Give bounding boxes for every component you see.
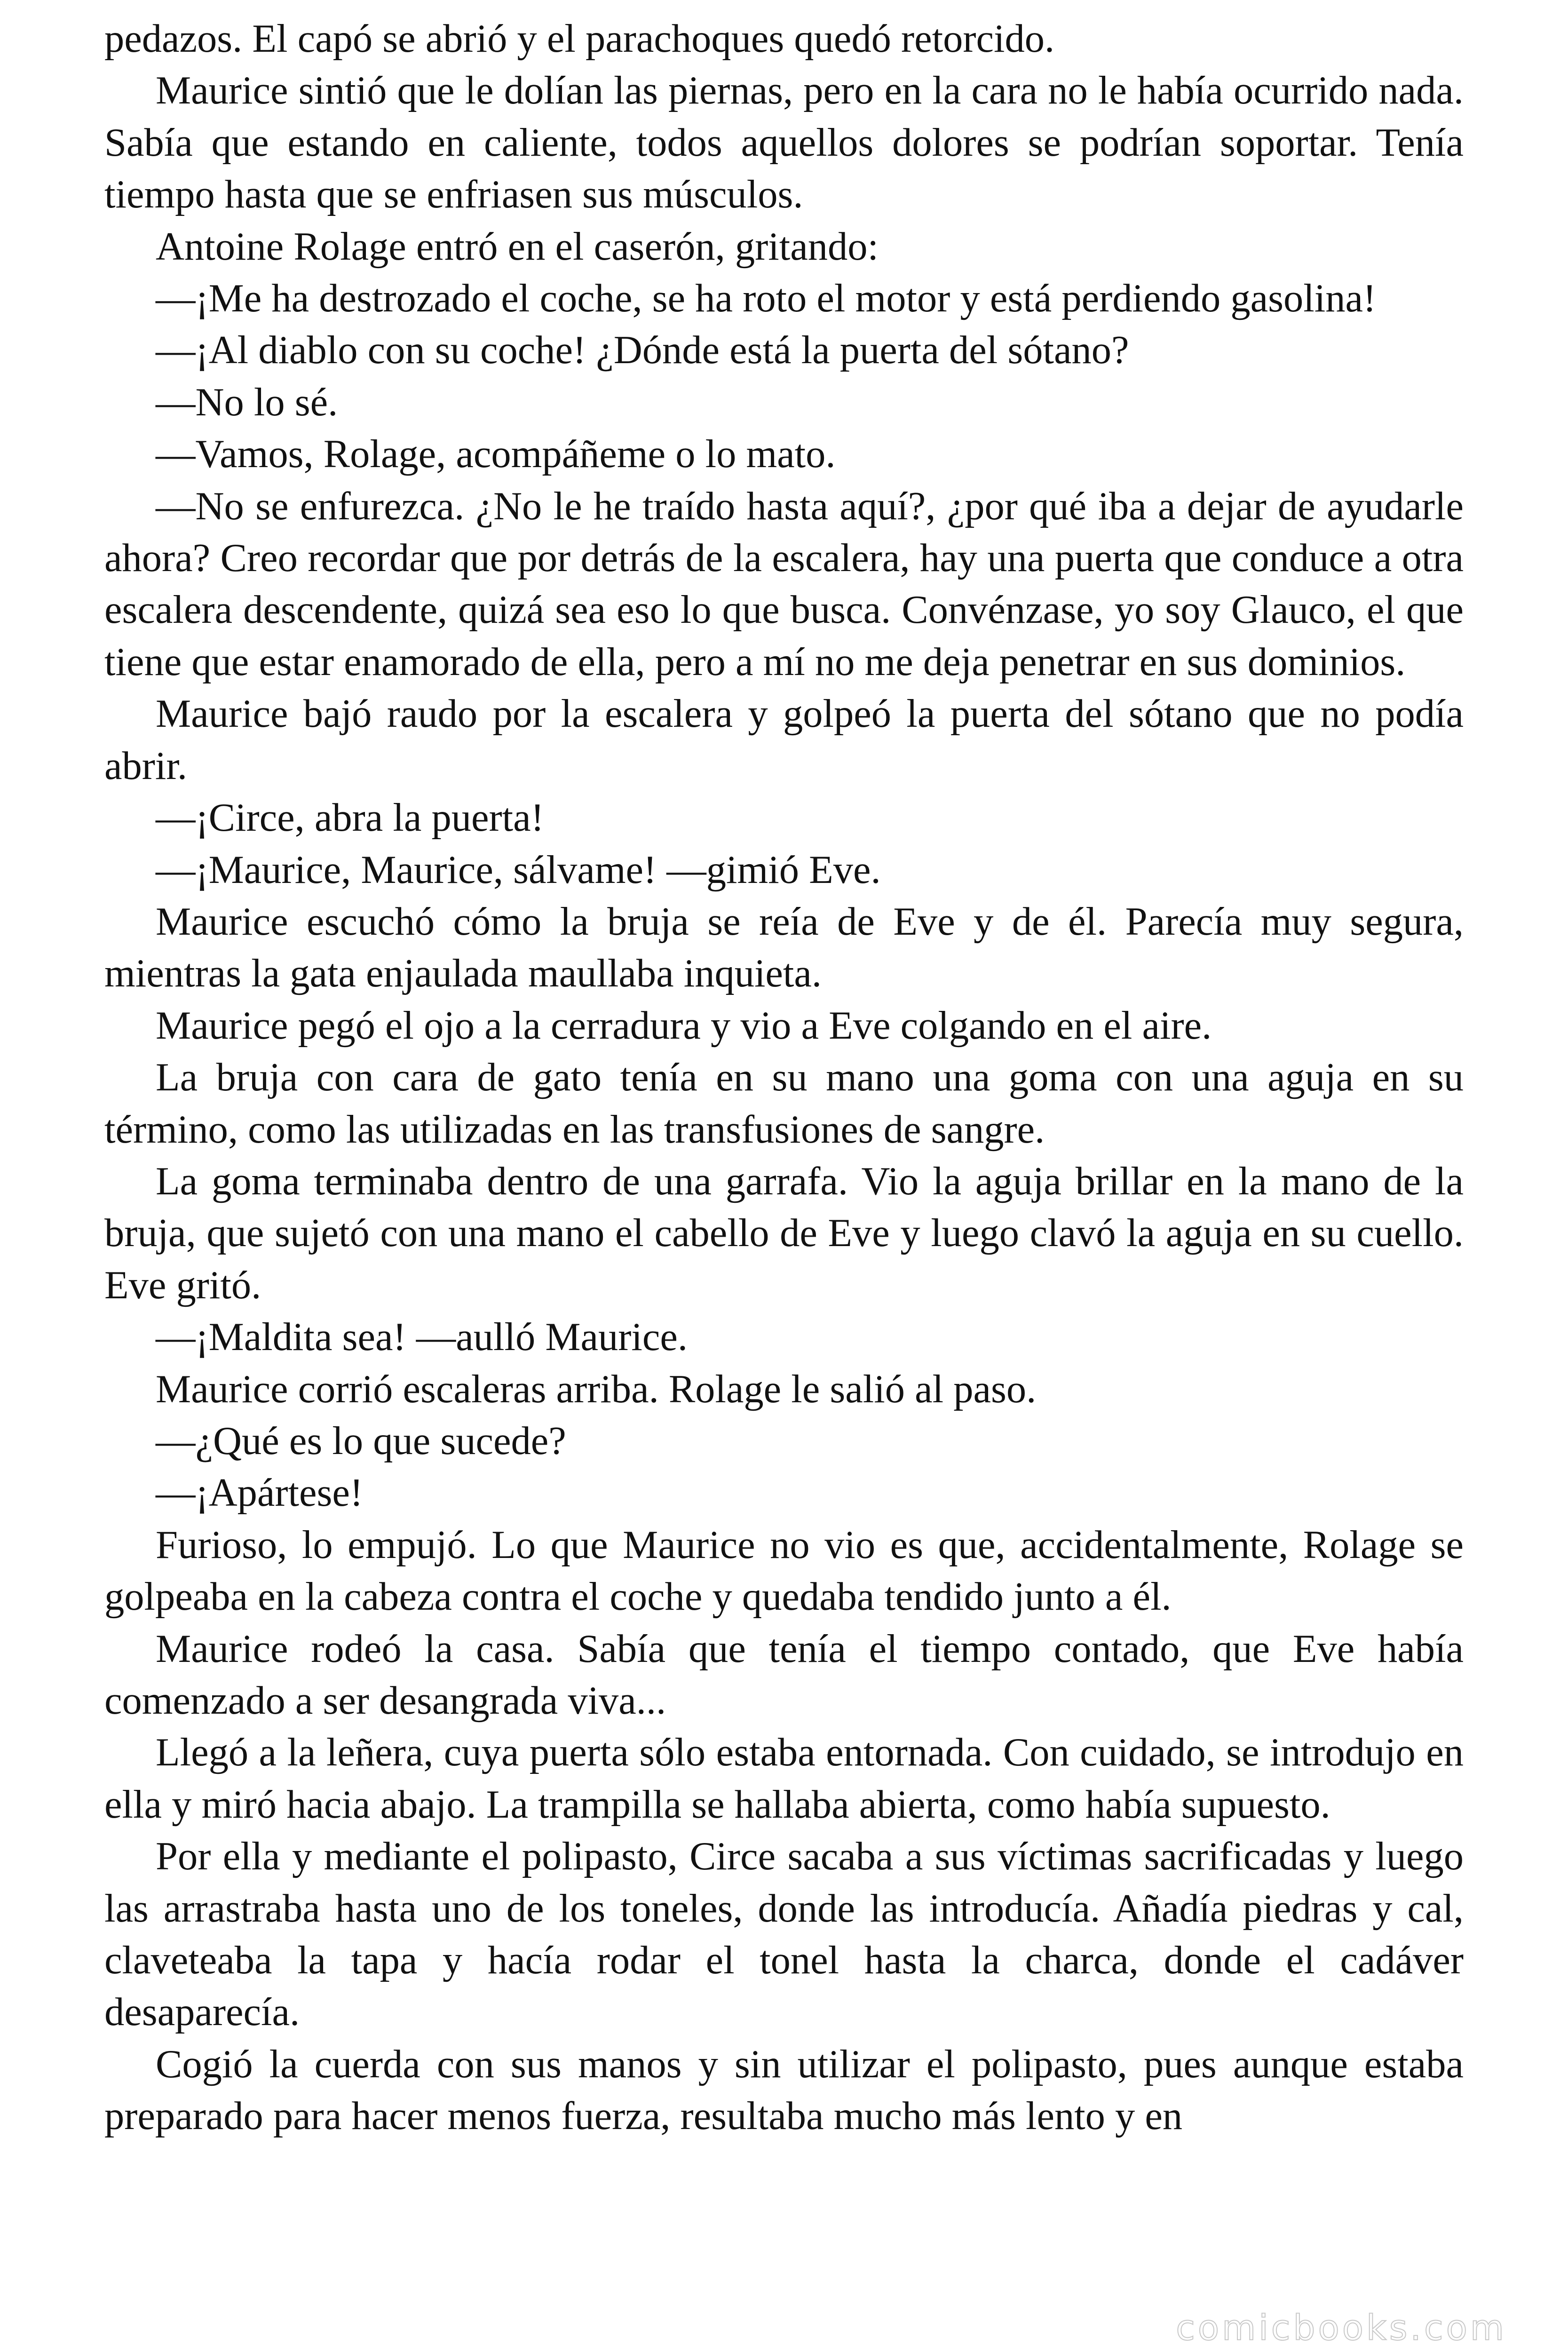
paragraph: —¡Maurice, Maurice, sálvame! —gimió Eve. (156, 848, 881, 892)
paragraph: Maurice sintió que le dolían las piernas, pero en la cara no le había ocurrido nada. Sabía que estando en caliente, todos aquellos dolores se podrían soportar. Tenía tiempo hasta que se enfriasen sus músculos. (104, 69, 1464, 217)
paragraph: —¿Qué es lo que sucede? (156, 1419, 566, 1463)
paragraph: Maurice rodeó la casa. Sabía que tenía el tiempo contado, que Eve había comenzado a ser desangrada viva... (104, 1627, 1464, 1723)
paragraph: La bruja con cara de gato tenía en su mano una goma con una aguja en su término, como las utilizadas en las transfusiones de sangre. (104, 1056, 1464, 1152)
paragraph: Cogió la cuerda con sus manos y sin utilizar el polipasto, pues aunque estaba preparado para hacer menos fuerza, resultaba mucho más lento y en (104, 2042, 1464, 2138)
paragraph: —Vamos, Rolage, acompáñeme o lo mato. (156, 432, 836, 477)
paragraph: Maurice bajó raudo por la escalera y golpeó la puerta del sótano que no podía abrir. (104, 692, 1464, 788)
book-page-text (104, 13, 1464, 2143)
paragraph: Maurice escuchó cómo la bruja se reía de Eve y de él. Parecía muy segura, mientras la gata enjaulada maullaba inquieta. (104, 899, 1464, 996)
paragraph: —¡Apártese! (156, 1471, 364, 1515)
watermark: comicbooks.com (1176, 2308, 1507, 2348)
paragraph: —No lo sé. (156, 380, 338, 424)
paragraph: Por ella y mediante el polipasto, Circe sacaba a sus víctimas sacrificadas y luego las arrastraba hasta uno de los toneles, donde las introducía. Añadía piedras y cal, claveteaba la tapa y hacía rodar el tonel hasta la charca, donde el cadáver desaparecía. (104, 1835, 1464, 2034)
paragraph: —¡Me ha destrozado el coche, se ha roto el motor y está perdiendo gasolina! (156, 277, 1377, 321)
paragraph: Maurice pegó el ojo a la cerradura y vio a Eve colgando en el aire. (156, 1003, 1212, 1048)
paragraph: Llegó a la leñera, cuya puerta sólo estaba entornada. Con cuidado, se introdujo en ella y miró hacia abajo. La trampilla se hallaba abierta, como había supuesto. (104, 1731, 1464, 1827)
paragraph: Furioso, lo empujó. Lo que Maurice no vio es que, accidentalmente, Rolage se golpeaba en la cabeza contra el coche y quedaba tendido junto a él. (104, 1523, 1464, 1619)
paragraph: pedazos. El capó se abrió y el parachoques quedó retorcido. (104, 17, 1055, 61)
paragraph: —No se enfurezca. ¿No le he traído hasta aquí?, ¿por qué iba a dejar de ayudarle ahora? Creo recordar que por detrás de la escalera, hay una puerta que conduce a otra escalera descendente, quizá sea eso lo que busca. Convénzase, yo soy Glauco, el que tiene que estar enamorado de ella, pero a mí no me deja penetrar en sus dominios. (104, 484, 1464, 684)
paragraph: —¡Maldita sea! —aulló Maurice. (156, 1315, 688, 1359)
paragraph: La goma terminaba dentro de una garrafa. Vio la aguja brillar en la mano de la bruja, que sujetó con una mano el cabello de Eve y luego clavó la aguja en su cuello. Eve gritó. (104, 1159, 1464, 1307)
paragraph: Antoine Rolage entró en el caserón, gritando: (156, 224, 879, 269)
paragraph: —¡Al diablo con su coche! ¿Dónde está la puerta del sótano? (156, 328, 1129, 373)
paragraph: Maurice corrió escaleras arriba. Rolage le salió al paso. (156, 1367, 1037, 1411)
paragraph: —¡Circe, abra la puerta! (156, 796, 544, 840)
